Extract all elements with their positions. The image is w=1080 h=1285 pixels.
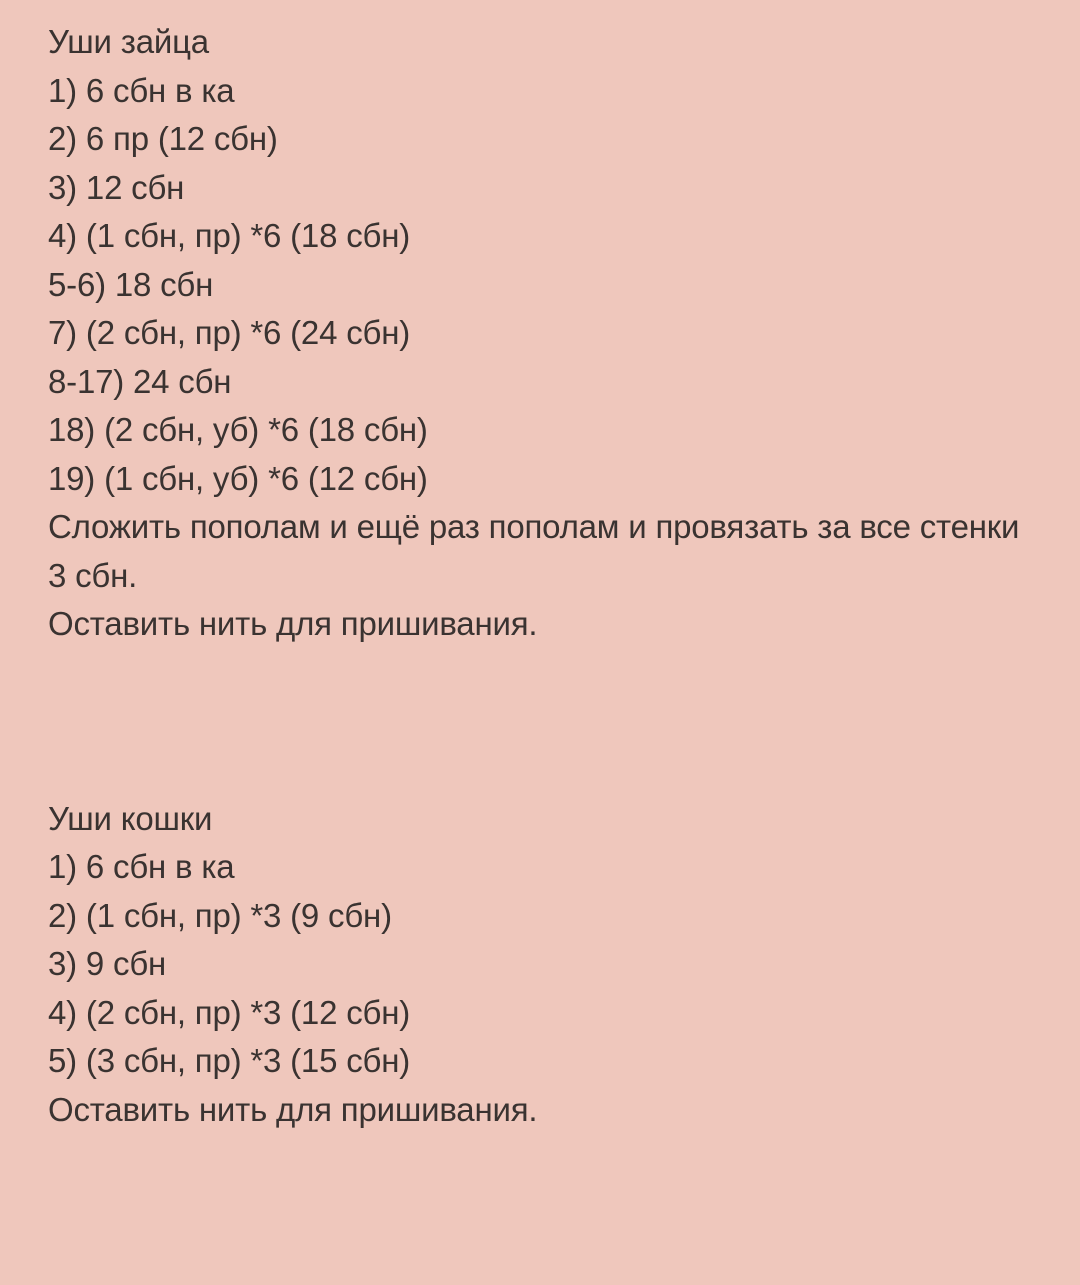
section-cat-ears <box>48 795 1048 1135</box>
pattern-row: 3) 12 сбн <box>48 168 185 206</box>
pattern-row: 4) (2 сбн, пр) *3 (12 сбн) <box>48 993 411 1031</box>
section-spacer <box>48 649 1048 795</box>
pattern-row: 8-17) 24 сбн <box>48 362 232 400</box>
pattern-row: 1) 6 сбн в ка <box>48 848 235 885</box>
pattern-row: 18) (2 сбн, уб) *6 (18 сбн) <box>48 411 428 448</box>
pattern-row: 4) (1 сбн, пр) *6 (18 сбн) <box>48 217 411 254</box>
section-title: Уши зайца <box>48 23 209 60</box>
final-instruction: Оставить нить для пришивания. <box>48 605 538 642</box>
pattern-row: 1) 6 сбн в ка <box>48 71 235 109</box>
pattern-row: 3) 9 сбн <box>48 945 167 982</box>
pattern-row: 7) (2 сбн, пр) *6 (24 сбн) <box>48 314 411 351</box>
pattern-row: 5-6) 18 сбн <box>48 265 214 303</box>
section-title: Уши кошки <box>48 799 213 837</box>
pattern-row: 5) (3 сбн, пр) *3 (15 сбн) <box>48 1042 411 1079</box>
pattern-row: 19) (1 сбн, уб) *6 (12 сбн) <box>48 459 428 497</box>
pattern-row: 2) 6 пр (12 сбн) <box>48 120 278 157</box>
final-instruction: Оставить нить для пришивания. <box>48 1090 538 1128</box>
pattern-document <box>48 18 1048 1134</box>
pattern-row: 2) (1 сбн, пр) *3 (9 сбн) <box>48 896 392 934</box>
section-rabbit-ears <box>48 18 1048 649</box>
folding-instruction: Сложить пополам и ещё раз пополам и провязать за все стенки 3 сбн. <box>48 508 1020 594</box>
